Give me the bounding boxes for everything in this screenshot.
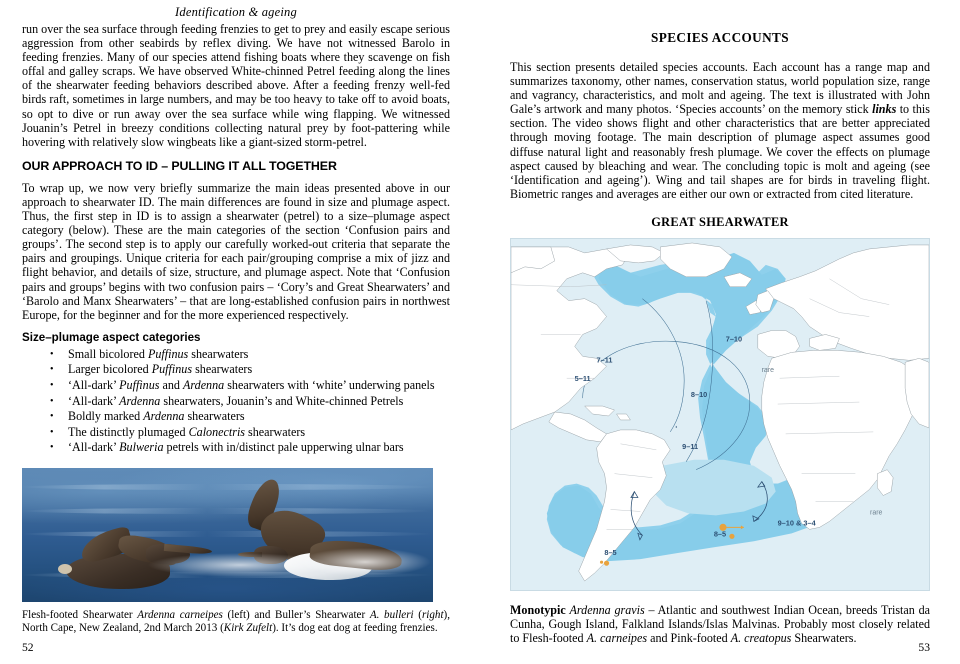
map-label-8-10: 8–10 (690, 390, 708, 400)
breeding-marker-falklands (604, 561, 609, 566)
wave-crest (22, 484, 433, 490)
map-label-7-10: 7–10 (725, 334, 743, 344)
continued-paragraph: run over the sea surface through feeding frenzies to get to prey and easily escape serious aggression from other seabirds by reflex diving. We have not witnessed Barolo in feeding frenzies. Many of our species attend fishing boats where they scavenge on fish offal and galley scraps. We have observed White-chinned Petrel feeding along the lines of the shearwater feeding behaviors described above. After a feeding frenzy well-fed birds raft, sometimes in large numbers, and may be too heavy to take off to avoid boats, so opt to dive or run away over the sea surface while wing flapping. We witnessed Jouanin’s Petrel in breezy conditions collecting natural prey by foot-pattering while hovering with relatively slow wingbeats like a giant-sized storm-petrel. (22, 22, 450, 149)
page-number-left: 52 (22, 641, 34, 654)
sea-foam (290, 546, 433, 578)
range-map (510, 238, 930, 591)
category-list-item: • Larger bicolored Puffinus shearwaters (68, 362, 450, 378)
breeding-marker-gough-island (729, 534, 734, 539)
species-accounts-intro: This section presents detailed species accounts. Each account has a range map and summarizes taxonomy, other names, conservation status, world population size, range and vagrancy, characteristics, and molt and ageing. The text is illustrated with John Gale’s artwork and many photos. ‘Species accounts’ on the memory stick links to this section. The video shows flight and other characteristics that are better appreciated through moving footage. The main description of plumage aspect assumes good diffuse natural light and reasonably fresh plumage. We cover the effects on plumage aspect caused by bleaching and wear. The concluding topic is molt and ageing (see ‘Identification and ageing’). Wing and tail shapes are for birds in traveling flight. Biometric ranges and averages are either our own or extracted from cited literature. (510, 60, 930, 201)
map-label-8-5: 8–5 (713, 529, 727, 539)
category-list-item: • ‘All-dark’ Puffinus and Ardenna shearwaters with ‘white’ underwing panels (68, 378, 450, 394)
map-label-rare: rare (761, 367, 774, 375)
map-label-8-5: 8–5 (604, 548, 617, 558)
shearwater-photo (22, 468, 433, 602)
running-head-spacer (510, 0, 930, 18)
category-list-item: • The distinctly plumaged Calonectris shearwaters (68, 425, 450, 441)
species-accounts-title: SPECIES ACCOUNTS (651, 30, 789, 45)
map-label-9-11: 9–11 (682, 441, 699, 451)
category-list-item: • Boldly marked Ardenna shearwaters (68, 409, 450, 425)
photo-caption: Flesh-footed Shearwater Ardenna carneipes (left) and Buller’s Shearwater A. bulleri (right), North Cape, New Zealand, 2nd March 2013 (Kirk Zufelt). It’s dog eat dog at feeding frenzies. (22, 608, 451, 635)
right-page (480, 0, 960, 664)
category-list-item: • Small bicolored Puffinus shearwaters (68, 347, 450, 363)
category-list-item: • ‘All-dark’ Ardenna shearwaters, Jouanin’s and White-chinned Petrels (68, 394, 450, 410)
map-label-5-11: 5–11 (574, 374, 591, 384)
list-heading-size-plumage: Size–plumage aspect categories (22, 330, 201, 344)
monotypic-taxonomy-paragraph: Monotypic Ardenna gravis – Atlantic and southwest Indian Ocean, breeds Tristan da Cunha, Gough Island, Falkland Islands/Islas Malvinas. Probably most closely related to Flesh-footed A. carneipes and Pink-footed A. creatopus Shearwaters. (510, 602, 930, 646)
map-label-9-10-3-4: 9–10 & 3–4 (777, 518, 816, 528)
map-label-7-11: 7–11 (596, 355, 613, 365)
wave-crest (22, 508, 433, 514)
range-map-svg (511, 239, 929, 590)
running-head: Identification & ageing (175, 5, 297, 19)
section-heading-our-approach: OUR APPROACH TO ID – PULLING IT ALL TOGETHER (22, 158, 337, 173)
category-list-item: • ‘All-dark’ Bulweria petrels with in/distinct pale upperwing ulnar bars (68, 440, 450, 456)
map-label-rare: rare (870, 509, 883, 517)
page-number-right: 53 (918, 641, 930, 654)
species-heading-great-shearwater: GREAT SHEARWATER (651, 214, 789, 229)
breeding-marker-falklands-west (600, 561, 603, 564)
size-plumage-category-list (22, 347, 450, 456)
section-paragraph: To wrap up, we now very briefly summarize the main ideas presented above in our approach to shearwater ID. The main differences are found in size and plumage aspect. Thus, the first step in ID is to assign a shearwater (petrel) to a size–plumage aspect category (below). These are the main categories of the section ‘Confusion pairs and groups’. The second step is to apply our carefully worked-out criteria that separate the pairs and groupings. Unique criteria for each pair/grouping comprise a mix of jizz and flight behavior, and details of size, structure, and plumage aspect. Note that ‘Confusion pairs and groups’ begins with two confusion pairs – ‘Cory’s and Great Shearwaters’ and ‘Barolo and Manx Shearwaters’ – that are long-established confusion pairs in northwest Europe, for the beginner and for the more experienced respectively. (22, 180, 450, 322)
wave-crest (22, 531, 433, 537)
